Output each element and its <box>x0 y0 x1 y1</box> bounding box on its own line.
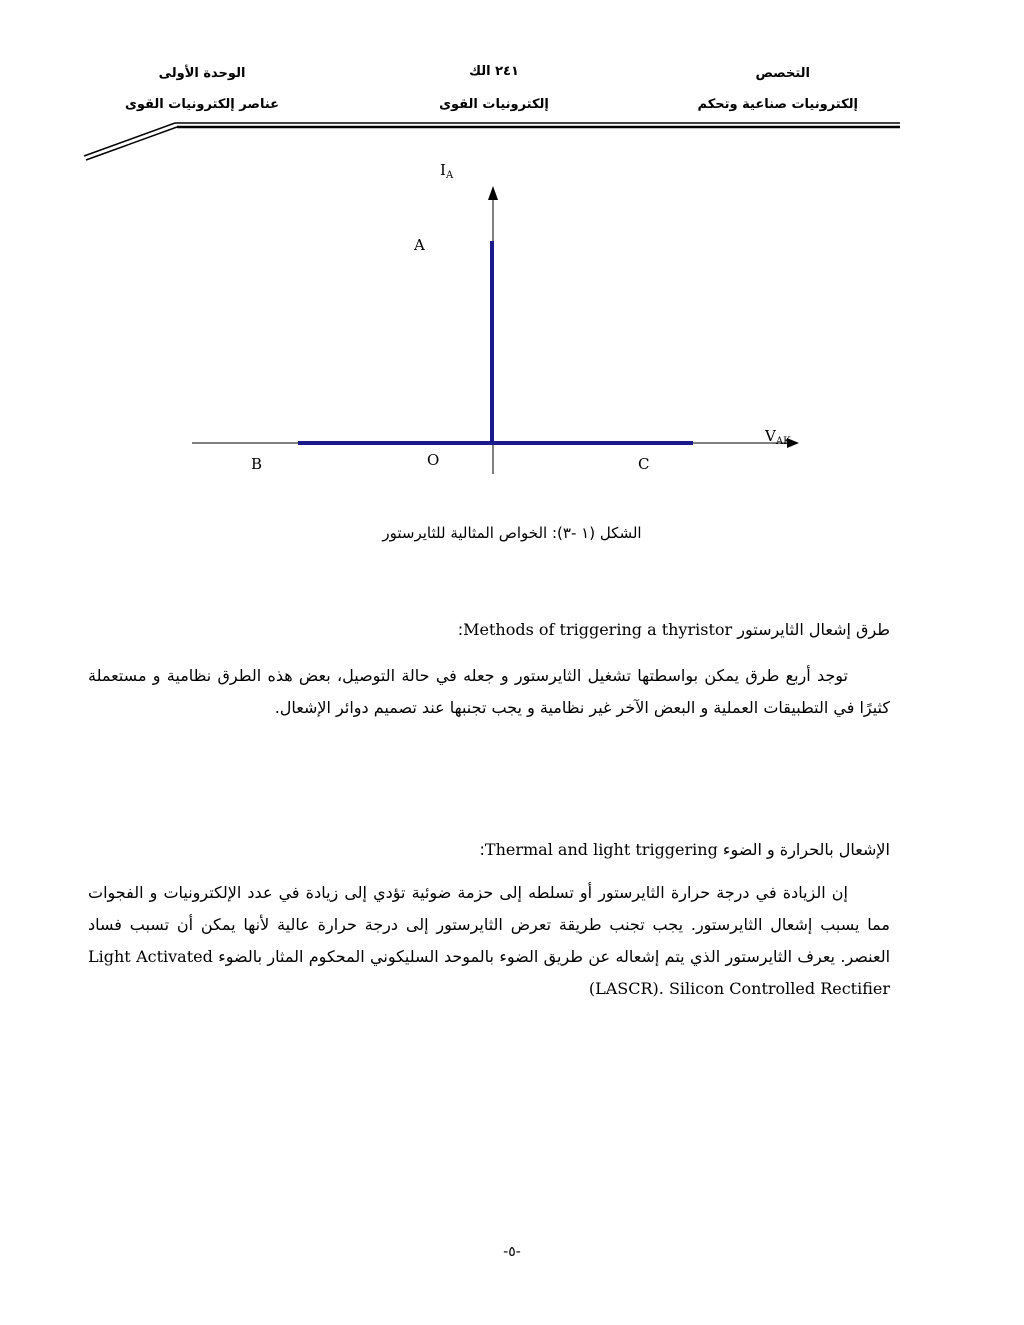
header-unit-title: عناصر إلكترونيات القوى <box>124 97 280 112</box>
heading-english: Methods of triggering a thyristor <box>463 620 733 639</box>
origin-label: O <box>427 451 440 469</box>
page-number: -٥- <box>503 1244 521 1260</box>
paragraph-thermal-light <box>88 877 890 1005</box>
y-axis-arrow <box>488 186 498 200</box>
header-course-code: ٢٤١ الك <box>469 64 519 79</box>
header-specialty: التخصص <box>755 66 810 81</box>
x-axis-label: $V_{AK}$ <box>765 427 791 447</box>
heading-arabic: الإشعال بالحرارة و الضوء <box>722 840 890 859</box>
header-course-name: إلكترونيات القوى <box>439 97 549 112</box>
point-c-label: C <box>638 455 650 473</box>
header-specialty-name: إلكترونيات صناعية وتحكم <box>697 97 858 112</box>
paragraph-english-term: Light Activated Silicon Controlled Rectifier <box>88 947 890 998</box>
point-b-label: B <box>251 455 263 473</box>
paragraph-triggering-methods <box>88 660 890 724</box>
heading-arabic: طرق إشعال الثايرستور <box>737 620 890 639</box>
paragraph-abbreviation: (LASCR). <box>588 979 664 998</box>
section-heading-triggering-methods: طرق إشعال الثايرستور Methods of triggering a thyristor: <box>457 620 890 639</box>
paragraph-text: إن الزيادة في درجة حرارة الثايرستور أو تسلطه إلى حزمة ضوئية تؤدي إلى زيادة في عدد الإلكترونيات و الفجوات مما يسبب إشعال الثايرستور. يجب تجنب طريقة تعرض الثايرستور إلى درجة حرارة عالية لأنها يمكن أن تسبب فساد العنصر. يعرف الثايرستور الذي يتم إشعاله عن طريق الضوء بالموحد السليكوني المحكوم المثار بالضوء <box>88 883 891 966</box>
heading-english: Thermal and light triggering <box>484 840 718 859</box>
y-axis-label: $I_A$ <box>440 161 454 181</box>
header-rule <box>84 123 900 160</box>
header-unit: الوحدة الأولى <box>158 66 246 81</box>
section-heading-thermal-light: الإشعال بالحرارة و الضوء Thermal and light triggering: <box>479 840 890 859</box>
figure-caption: الشكل (١ -٣): الخواص المثالية للثايرستور <box>382 524 642 542</box>
point-a-label: A <box>414 236 425 254</box>
paragraph-text: توجد أربع طرق يمكن بواسطتها تشغيل الثايرستور و جعله في حالة التوصيل، بعض هذه الطرق نظامية و مستعملة كثيرًا في التطبيقات العملية و البعض الآخر غير نظامية و يجب تجنبها عند تصميم دوائر الإشعال. <box>88 666 890 717</box>
